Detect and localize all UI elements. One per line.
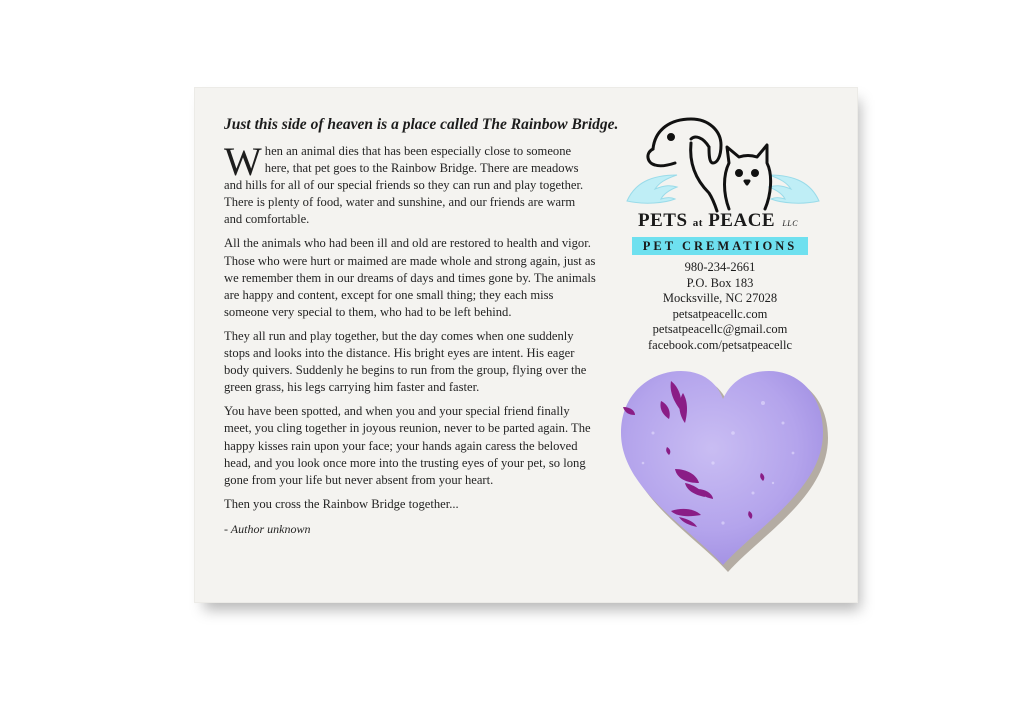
cat-outline-icon (725, 145, 771, 209)
seed-paper-heart (613, 363, 831, 573)
poem-paragraph-3: They all run and play together, but the day comes when one suddenly stops and looks into the distance. His bright eyes are intent. His eager body quivers. Suddenly he begins to run from the group, flying over the green grass, his legs carrying him faster and faster. (224, 328, 587, 395)
contact-phone: 980-234-2661 (684, 260, 756, 274)
brand-name (638, 210, 808, 232)
contact-city: Mocksville, NC 27028 (662, 291, 778, 306)
poem-paragraph-2: All the animals who had been ill and old are restored to health and vigor. Those who were hurt or maimed are made whole and strong again, just as we remember them in our dreams of days and times gone by. The animals are happy and content, except for one small thing; they each miss someone very special to them, who had to be left behind. (224, 236, 596, 319)
author-credit: - Author unknown (224, 521, 311, 536)
brand-at: at (692, 217, 703, 229)
heart-paper (621, 371, 823, 565)
poem-body (224, 139, 596, 545)
poem-paragraph-4: You have been spotted, and when you and your special friend finally meet, you cling together in joyous reunion, never to be parted again. The happy kisses rain upon your face; your hands again caress the beloved head, and you look once more into the trusting eyes of your pet, so long gone from your life but never absent from your heart. (224, 404, 591, 487)
contact-po-box: P.O. Box 183 (686, 275, 754, 290)
contact-website: petsatpeacellc.com (672, 306, 768, 321)
brand-pets: PETS (638, 210, 688, 231)
drop-cap: W (224, 139, 262, 184)
brand-peace: PEACE (708, 210, 776, 231)
angel-wings-icon (627, 175, 819, 203)
contact-info (627, 260, 813, 354)
poem-paragraph-5: Then you cross the Rainbow Bridge together... (224, 496, 459, 511)
pet-cremations-banner (632, 237, 808, 255)
poem-paragraph-1 (224, 139, 596, 228)
memorial-card (195, 88, 857, 602)
poem-paragraph-1-text: hen an animal dies that has been especially close to someone here, that pet goes to the Rainbow Bridge. There are meadows and hills for all of our special friends so they can run and play together. There is plenty of food, water and sunshine, and our friends are warm and comfortable. (224, 144, 584, 227)
banner-label: PET CREMATIONS (642, 239, 798, 253)
contact-email: petsatpeacellc@gmail.com (652, 322, 788, 337)
card-heading: Just this side of heaven is a place called The Rainbow Bridge. (224, 116, 619, 133)
brand-llc: LLC (782, 219, 799, 228)
contact-facebook: facebook.com/petsatpeacellc (647, 337, 793, 352)
